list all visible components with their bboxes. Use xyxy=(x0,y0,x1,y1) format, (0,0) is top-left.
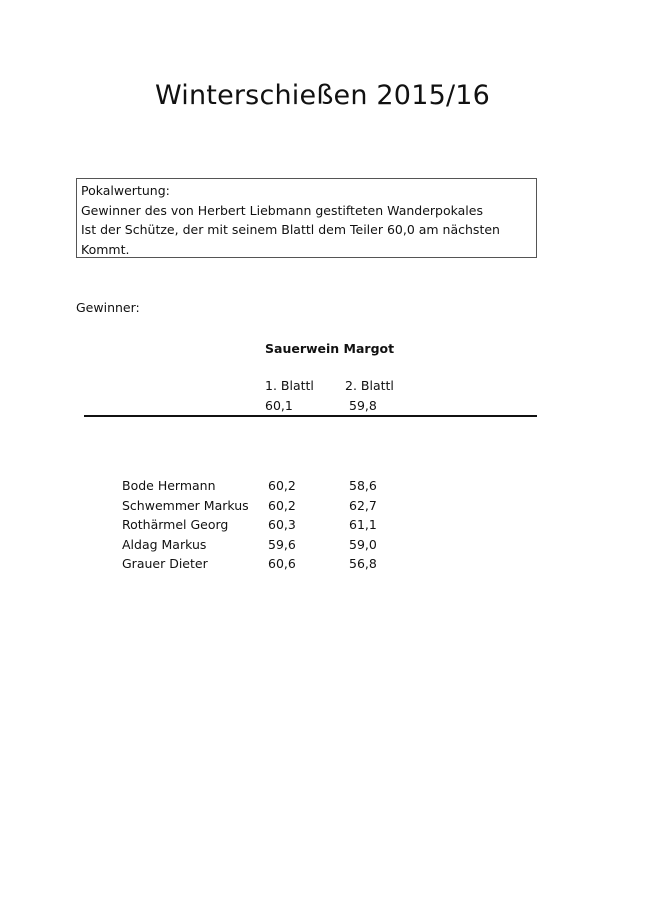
blattl-2-value: 61,1 xyxy=(349,517,377,532)
shooter-name: Rothärmel Georg xyxy=(122,517,229,532)
rules-line: Pokalwertung: xyxy=(81,183,170,198)
rules-line: Kommt. xyxy=(81,241,130,257)
blattl-1-value: 60,2 xyxy=(268,497,296,513)
column-header-blattl-1: 1. Blattl xyxy=(265,378,314,393)
winner-label: Gewinner: xyxy=(76,300,140,315)
winner-blattl-2: 59,8 xyxy=(349,398,377,413)
shooter-name: Bode Hermann xyxy=(122,478,216,493)
page-title: Winterschießen 2015/16 xyxy=(154,80,491,111)
column-header-blattl-2: 2. Blattl xyxy=(345,378,394,393)
rules-box xyxy=(76,178,537,258)
blattl-2-value: 56,8 xyxy=(349,556,377,571)
blattl-2-value: 58,6 xyxy=(349,478,377,493)
blattl-2-value: 62,7 xyxy=(349,497,377,513)
blattl-2-value: 59,0 xyxy=(349,536,377,552)
blattl-1-value: 59,6 xyxy=(268,536,296,552)
shooter-name: Schwemmer Markus xyxy=(122,497,249,513)
separator-line xyxy=(84,415,537,417)
blattl-1-value: 60,3 xyxy=(268,517,296,532)
shooter-name: Grauer Dieter xyxy=(122,556,208,571)
winner-name: Sauerwein Margot xyxy=(265,341,395,356)
rules-line: Gewinner des von Herbert Liebmann gestifteten Wanderpokales xyxy=(81,202,483,218)
shooter-name: Aldag Markus xyxy=(122,536,207,552)
blattl-1-value: 60,2 xyxy=(268,478,296,493)
blattl-1-value: 60,6 xyxy=(268,556,296,571)
winner-blattl-1: 60,1 xyxy=(265,398,293,413)
rules-line: Ist der Schütze, der mit seinem Blattl dem Teiler 60,0 am nächsten xyxy=(81,222,500,237)
